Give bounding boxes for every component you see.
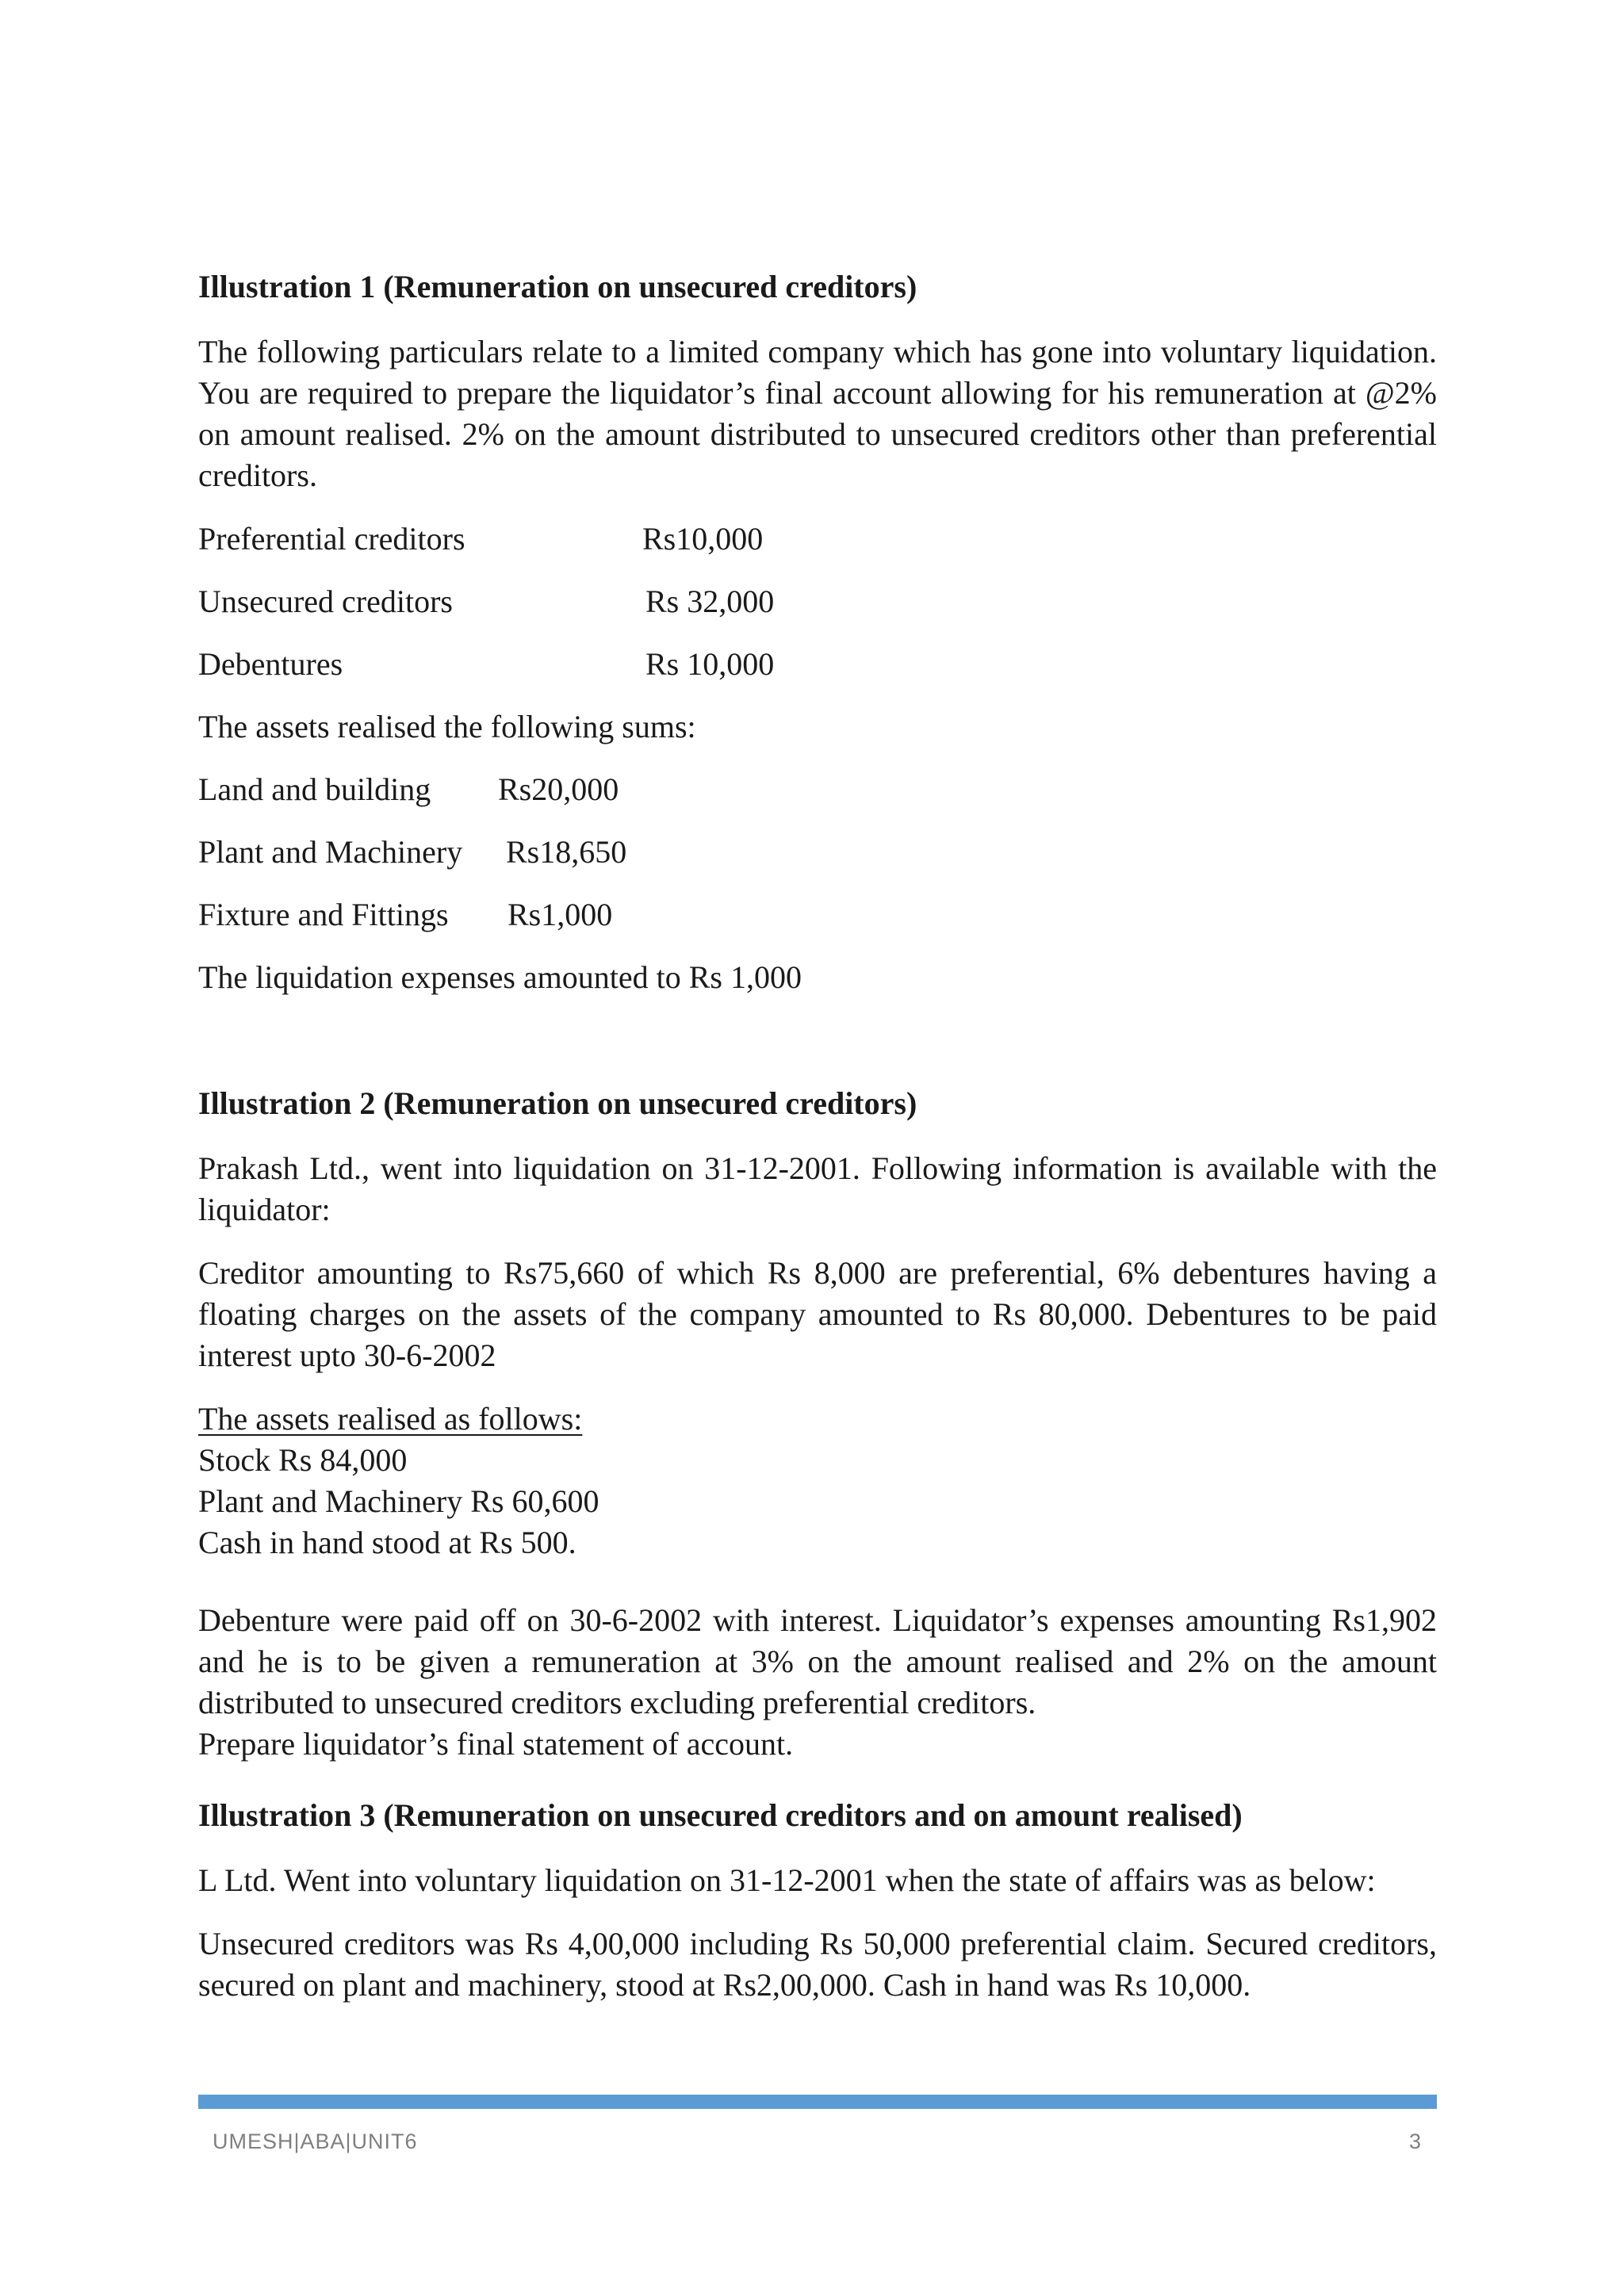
illustration-2-debenture-note bbox=[198, 1600, 1437, 1765]
liability-row-unsecured bbox=[198, 581, 1437, 622]
debenture-note: Debenture were paid off on 30-6-2002 with interest. Liquidator’s expenses amounting Rs1,902 and he is to be given a remuneration at 3% on the amount realised and 2% on the amount distributed to unsecured creditors excluding preferential creditors. bbox=[198, 1602, 1437, 1720]
illustration-2-assets-block bbox=[198, 1399, 1437, 1563]
liability-value: Rs 32,000 bbox=[645, 584, 775, 619]
footer-accent-bar bbox=[198, 2095, 1437, 2109]
assets-intro: The assets realised the following sums: bbox=[198, 709, 696, 744]
illustration-3-intro: L Ltd. Went into voluntary liquidation on 31-12-2001 when the state of affairs was as below: bbox=[198, 1862, 1376, 1898]
assets-realised-heading: The assets realised as follows: bbox=[198, 1401, 583, 1437]
asset-label: Plant and Machinery bbox=[198, 834, 463, 870]
liability-row-debentures bbox=[198, 644, 1437, 685]
expenses-row bbox=[198, 957, 1437, 998]
illustration-1-intro: The following particulars relate to a limited company which has gone into voluntary liquidation. You are required to prepare the liquidator’s final account allowing for his remuneration at @2% on amount realised. 2% on the amount distributed to unsecured creditors other than preferential creditors. bbox=[198, 334, 1437, 493]
liability-label: Debentures bbox=[198, 646, 343, 682]
assets-intro-row bbox=[198, 706, 1437, 748]
illustration-2-heading: Illustration 2 (Remuneration on unsecured creditors) bbox=[198, 1085, 917, 1121]
asset-value: Rs1,000 bbox=[508, 897, 613, 932]
liability-row-preferential bbox=[198, 519, 1437, 560]
liability-value: Rs10,000 bbox=[642, 521, 764, 557]
asset-row-plant bbox=[198, 832, 1437, 873]
asset-row-fixtures bbox=[198, 894, 1437, 936]
asset-line-plant: Plant and Machinery Rs 60,600 bbox=[198, 1483, 599, 1519]
illustration-3-details: Unsecured creditors was Rs 4,00,000 including Rs 50,000 preferential claim. Secured creditors, secured on plant and machinery, stood at Rs2,00,000. Cash in hand was Rs 10,000. bbox=[198, 1926, 1437, 2003]
liquidation-expenses: The liquidation expenses amounted to Rs 1,000 bbox=[198, 959, 802, 995]
illustration-2-creditors: Creditor amounting to Rs75,660 of which Rs 8,000 are preferential, 6% debentures having a floating charges on the assets of the company amounted to Rs 80,000. Debentures to be paid interest upto 30-6-2002 bbox=[198, 1255, 1437, 1373]
asset-value: Rs20,000 bbox=[498, 771, 619, 807]
asset-line-stock: Stock Rs 84,000 bbox=[198, 1442, 408, 1478]
illustration-1-heading: Illustration 1 (Remuneration on unsecured creditors) bbox=[198, 269, 917, 304]
asset-value: Rs18,650 bbox=[506, 834, 627, 870]
asset-row-land bbox=[198, 769, 1437, 810]
liability-label: Preferential creditors bbox=[198, 521, 465, 557]
asset-label: Land and building bbox=[198, 771, 431, 807]
illustration-3-heading: Illustration 3 (Remuneration on unsecured creditors and on amount realised) bbox=[198, 1797, 1243, 1833]
liability-value: Rs 10,000 bbox=[645, 646, 775, 682]
illustration-2-intro: Prakash Ltd., went into liquidation on 31-12-2001. Following information is available with the liquidator: bbox=[198, 1150, 1437, 1227]
asset-line-cash: Cash in hand stood at Rs 500. bbox=[198, 1525, 576, 1560]
prepare-instruction: Prepare liquidator’s final statement of account. bbox=[198, 1726, 794, 1762]
asset-label: Fixture and Fittings bbox=[198, 897, 449, 932]
liability-label: Unsecured creditors bbox=[198, 584, 453, 619]
footer-label: UMESH|ABA|UNIT6 bbox=[213, 2130, 418, 2153]
page-content bbox=[198, 266, 1437, 2028]
page-number: 3 bbox=[1408, 2130, 1421, 2153]
